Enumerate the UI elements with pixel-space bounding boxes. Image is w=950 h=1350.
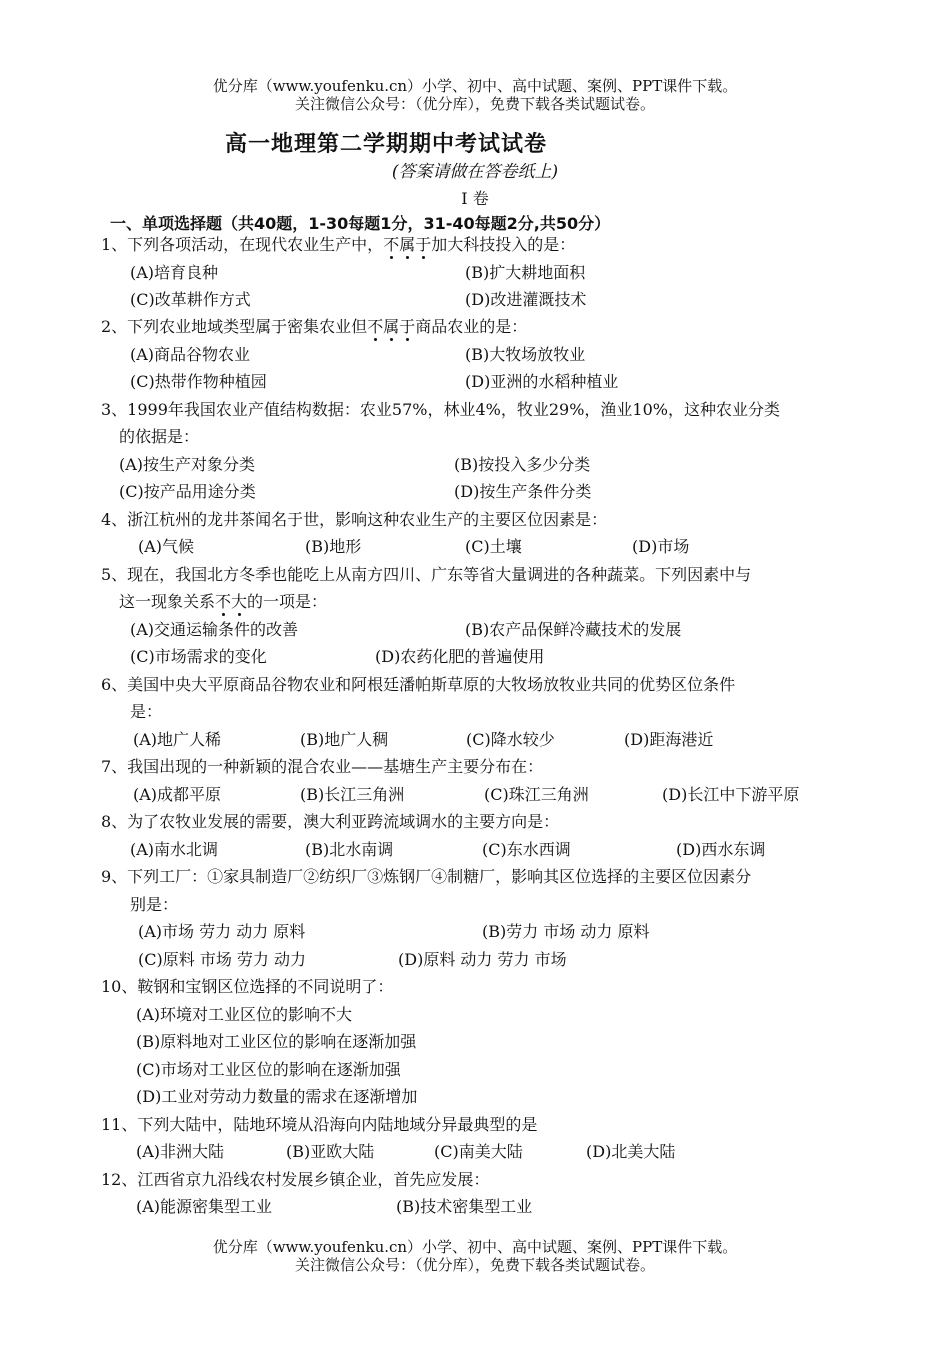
question-10-option-a: (A)环境对工业区位的影响不大 (136, 1005, 353, 1024)
stem-text: 1、下列各项活动，在现代农业生产中， (101, 235, 384, 254)
stem-text: 加大科技投入的是： (431, 235, 576, 254)
question-2-option-d: (D)亚洲的水稻种植业 (465, 372, 619, 391)
question-9-option-c: (C)原料 市场 劳力 动力 (138, 950, 306, 969)
emphasis-char: 不 (367, 317, 384, 336)
stem-text: 商品农业的是： (415, 317, 528, 336)
question-5-stem-line-1: 5、现在，我国北方冬季也能吃上从南方四川、广东等省大量调进的各种蔬菜。下列因素中与 (101, 565, 752, 584)
question-1-option-a: (A)培育良种 (130, 263, 219, 282)
emphasis-char: 不 (215, 592, 232, 611)
question-6-option-a: (A)地广人稀 (133, 730, 222, 749)
stem-text: 的一项是： (247, 592, 328, 611)
question-7-option-c: (C)珠江三角洲 (484, 785, 589, 804)
question-5-option-c: (C)市场需求的变化 (130, 647, 267, 666)
question-4-option-c: (C)土壤 (465, 537, 522, 556)
question-6-option-c: (C)降水较少 (466, 730, 555, 749)
question-10-stem: 10、鞍钢和宝钢区位选择的不同说明了： (101, 977, 394, 996)
question-2-stem (101, 316, 527, 338)
stem-text: 这一现象关系 (119, 592, 216, 611)
exam-subtitle: (答案请做在答卷纸上) (391, 162, 559, 182)
question-10-option-b: (B)原料地对工业区位的影响在逐渐加强 (136, 1032, 417, 1051)
question-9-option-d: (D)原料 动力 劳力 市场 (398, 950, 567, 969)
question-1-option-c: (C)改革耕作方式 (130, 290, 251, 309)
question-9-option-a: (A)市场 劳力 动力 原料 (138, 922, 306, 941)
question-12-stem: 12、江西省京九沿线农村发展乡镇企业，首先应发展： (101, 1170, 490, 1189)
volume-label: Ⅰ 卷 (461, 189, 489, 208)
question-8-option-b: (B)北水南调 (305, 840, 394, 859)
emphasis-char: 属 (383, 317, 400, 336)
question-9-option-b: (B)劳力 市场 动力 原料 (482, 922, 650, 941)
question-8-stem: 8、为了农牧业发展的需要，澳大利亚跨流域调水的主要方向是： (101, 812, 560, 831)
question-10-option-c: (C)市场对工业区位的影响在逐渐加强 (136, 1060, 401, 1079)
question-6-option-d: (D)距海港近 (624, 730, 714, 749)
header-line-2: 关注微信公众号：（优分库），免费下载各类试题试卷。 (294, 95, 655, 113)
section-heading: 一、单项选择题（共40题，1-30每题1分，31-40每题2分,共50分） (110, 214, 611, 233)
question-7-option-a: (A)成都平原 (133, 785, 222, 804)
question-3-option-d: (D)按生产条件分类 (454, 482, 592, 501)
question-3-option-b: (B)按投入多少分类 (454, 455, 591, 474)
question-2-option-a: (A)商品谷物农业 (130, 345, 251, 364)
question-9-stem-line-2: 别是： (130, 895, 179, 914)
question-7-option-b: (B)长江三角洲 (300, 785, 405, 804)
question-11-option-b: (B)亚欧大陆 (286, 1142, 375, 1161)
footer-line-2: 关注微信公众号：（优分库），免费下载各类试题试卷。 (294, 1256, 655, 1274)
header-line-1: 优分库（www.youfenku.cn）小学、初中、高中试题、案例、PPT课件下载。 (212, 77, 738, 95)
question-3-stem-line-2: 的依据是： (119, 427, 200, 446)
emphasis-char: 不 (383, 235, 400, 254)
question-4-option-d: (D)市场 (632, 537, 690, 556)
question-6-stem-line-1: 6、美国中央大平原商品谷物农业和阿根廷潘帕斯草原的大牧场放牧业共同的优势区位条件 (101, 675, 736, 694)
question-5-stem-line-2 (119, 591, 327, 613)
question-3-option-a: (A)按生产对象分类 (119, 455, 256, 474)
question-4-stem: 4、浙江杭州的龙井茶闻名于世，影响这种农业生产的主要区位因素是： (101, 510, 608, 529)
question-3-stem-line-1: 3、1999年我国农业产值结构数据：农业57%，林业4%，牧业29%，渔业10%，这种农业分类 (101, 400, 780, 419)
question-11-stem: 11、下列大陆中，陆地环境从沿海向内陆地域分异最典型的是 (101, 1115, 538, 1134)
question-6-stem-line-2: 是： (130, 702, 163, 721)
question-3-option-c: (C)按产品用途分类 (119, 482, 256, 501)
emphasis-char: 大 (231, 592, 248, 611)
question-8-option-a: (A)南水北调 (130, 840, 219, 859)
question-2-option-c: (C)热带作物种植园 (130, 372, 267, 391)
question-12-option-b: (B)技术密集型工业 (396, 1197, 533, 1216)
question-1-option-d: (D)改进灌溉技术 (465, 290, 587, 309)
question-7-option-d: (D)长江中下游平原 (662, 785, 800, 804)
question-7-stem: 7、我国出现的一种新颖的混合农业——基塘生产主要分布在： (101, 757, 544, 776)
exam-title: 高一地理第二学期期中考试试卷 (225, 132, 548, 157)
question-4-option-b: (B)地形 (305, 537, 362, 556)
question-2-option-b: (B)大牧场放牧业 (465, 345, 586, 364)
question-1-stem (101, 234, 575, 256)
footer-line-1: 优分库（www.youfenku.cn）小学、初中、高中试题、案例、PPT课件下载。 (212, 1238, 738, 1256)
question-8-option-d: (D)西水东调 (676, 840, 766, 859)
question-10-option-d: (D)工业对劳动力数量的需求在逐渐增加 (136, 1087, 418, 1106)
question-1-option-b: (B)扩大耕地面积 (465, 263, 586, 282)
question-11-option-d: (D)北美大陆 (586, 1142, 676, 1161)
stem-text: 2、下列农业地域类型属于密集农业但 (101, 317, 368, 336)
question-8-option-c: (C)东水西调 (482, 840, 571, 859)
question-9-stem-line-1: 9、下列工厂：①家具制造厂②纺织厂③炼钢厂④制糖厂，影响其区位选择的主要区位因素分 (101, 867, 752, 886)
emphasis-char: 于 (415, 235, 432, 254)
emphasis-char: 属 (399, 235, 416, 254)
question-12-option-a: (A)能源密集型工业 (136, 1197, 273, 1216)
question-6-option-b: (B)地广人稠 (300, 730, 389, 749)
question-11-option-c: (C)南美大陆 (434, 1142, 523, 1161)
question-5-option-a: (A)交通运输条件的改善 (130, 620, 299, 639)
question-4-option-a: (A)气候 (138, 537, 195, 556)
question-11-option-a: (A)非洲大陆 (136, 1142, 225, 1161)
question-5-option-d: (D)农药化肥的普遍使用 (375, 647, 545, 666)
emphasis-char: 于 (399, 317, 416, 336)
question-5-option-b: (B)农产品保鲜冷藏技术的发展 (465, 620, 682, 639)
